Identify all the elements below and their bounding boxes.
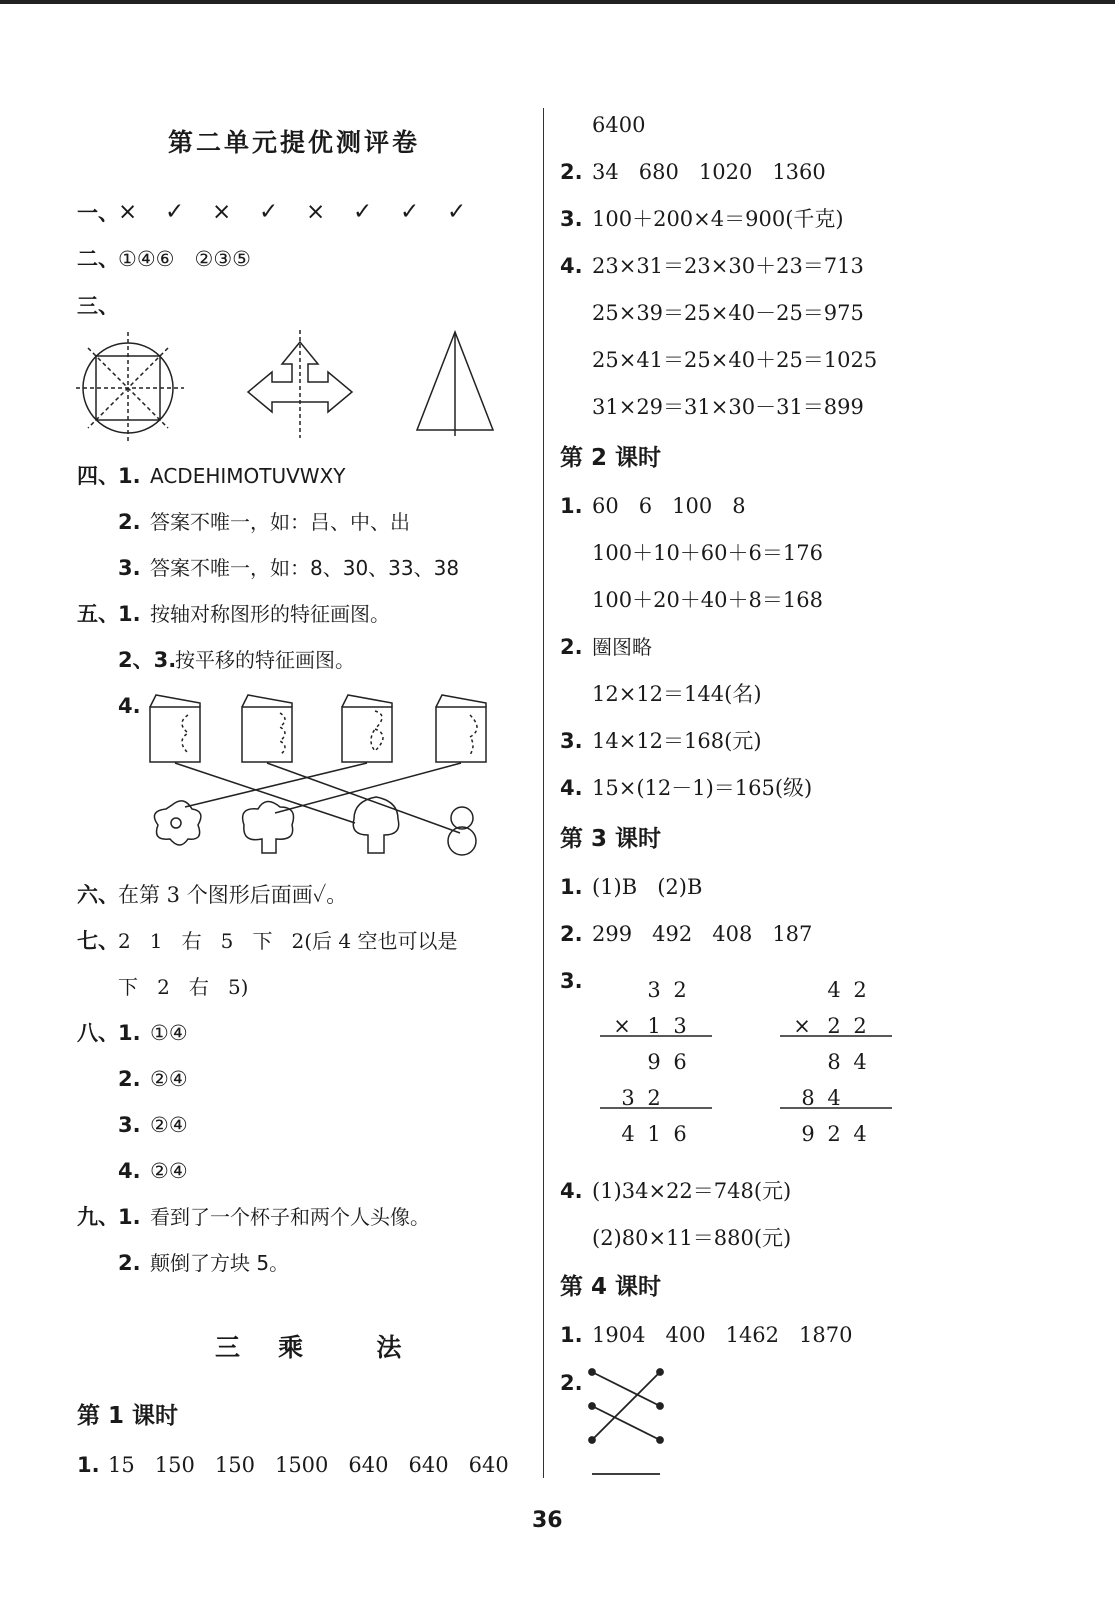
calc-a-digit: 4	[621, 1122, 635, 1146]
calc-b-digit: 8	[827, 1050, 841, 1074]
top-border	[0, 0, 1115, 4]
fold-matching-figure	[140, 695, 510, 880]
q4-3-answer: 答案不唯一，如：8、30、33、38	[150, 556, 460, 580]
r-q2-answer: 34 680 1020 1360	[592, 160, 826, 184]
lesson3-q4-answer: (1)34×22＝748(元)	[592, 1179, 792, 1203]
r-q4-num: 4.	[560, 254, 583, 278]
lesson2-q2-answer: 圈图略	[592, 635, 652, 659]
q4-1-num: 1.	[118, 464, 141, 488]
calc-b-operator: ×	[793, 1014, 811, 1038]
lesson2-q2-num: 2.	[560, 635, 583, 659]
calc-a-digit: 3	[647, 978, 661, 1002]
calc-b-digit: 2	[853, 1014, 867, 1038]
lesson2-q1-answer: 60 6 100 8	[592, 494, 746, 518]
r-q4-line2: 25×39＝25×40－25＝975	[592, 301, 864, 325]
q7-answer-line2: 下 2 右 5)	[118, 975, 249, 999]
calc-a-digit: 1	[647, 1014, 661, 1038]
lesson1-title: 第 1 课时	[77, 1403, 179, 1429]
lesson3-q1-answer: (1)B (2)B	[592, 875, 703, 899]
q6-label: 六、	[77, 883, 119, 907]
calc-a-digit: 3	[621, 1086, 635, 1110]
q8-1-num: 1.	[118, 1021, 141, 1045]
q9-2-num: 2.	[118, 1251, 141, 1275]
q3-label: 三、	[77, 294, 119, 318]
q1-mark-2: ✓	[165, 199, 185, 225]
q5-23-num: 2、3.	[118, 648, 177, 672]
q9-label: 九、	[77, 1205, 119, 1229]
lesson1-q1-num: 1.	[77, 1453, 100, 1477]
q1-mark-8: ✓	[447, 199, 467, 225]
lesson2-q2-line2: 12×12＝144(名)	[592, 682, 762, 706]
q5-1-answer: 按轴对称图形的特征画图。	[150, 602, 390, 626]
q5-label: 五、	[77, 602, 119, 626]
calc-b-digit: 4	[827, 978, 841, 1002]
symmetry-figures	[70, 330, 510, 450]
q4-2-num: 2.	[118, 510, 141, 534]
q8-label: 八、	[77, 1021, 119, 1045]
lesson3-title: 第 3 课时	[560, 826, 662, 852]
calc-b-digit: 8	[801, 1086, 815, 1110]
calc-a-digit: 2	[673, 978, 687, 1002]
calc-a-digit: 3	[673, 1014, 687, 1038]
q4-2-answer: 答案不唯一，如：吕、中、出	[150, 510, 410, 534]
q5-23-answer: 按平移的特征画图。	[175, 648, 355, 672]
lesson2-q1-line3: 100＋20＋40＋8＝168	[592, 588, 823, 612]
q8-2-num: 2.	[118, 1067, 141, 1091]
r-q2-num: 2.	[560, 160, 583, 184]
calc-a-digit: 6	[673, 1050, 687, 1074]
q1-mark-7: ✓	[400, 199, 420, 225]
q5-4-num: 4.	[118, 694, 141, 718]
lesson3-q1-num: 1.	[560, 875, 583, 899]
r-q3-answer: 100＋200×4＝900(千克)	[592, 207, 844, 231]
q2-label: 二、	[77, 247, 119, 271]
q1-mark-3: ×	[212, 199, 232, 225]
calc-a-digit: 2	[647, 1086, 661, 1110]
q7-label: 七、	[77, 929, 119, 953]
calc-b-digit: 2	[827, 1122, 841, 1146]
q8-4-num: 4.	[118, 1159, 141, 1183]
r-q4-line4: 31×29＝31×30－31＝899	[592, 395, 864, 419]
lesson4-q1-num: 1.	[560, 1323, 583, 1347]
matching-lines-figure	[586, 1364, 676, 1474]
lesson3-q3-num: 3.	[560, 969, 583, 993]
q1-mark-4: ✓	[259, 199, 279, 225]
lesson2-q1-line2: 100＋10＋60＋6＝176	[592, 541, 823, 565]
r-q4-line3: 25×41＝25×40＋25＝1025	[592, 348, 878, 372]
lesson3-q4-num: 4.	[560, 1179, 583, 1203]
unit-title: 三 乘 法	[215, 1333, 405, 1362]
page-number: 36	[532, 1508, 563, 1533]
calc-b-digit: 2	[853, 978, 867, 1002]
lesson2-q3-num: 3.	[560, 729, 583, 753]
r-q1-continued: 6400	[592, 113, 646, 137]
q8-3-num: 3.	[118, 1113, 141, 1137]
q9-1-num: 1.	[118, 1205, 141, 1229]
q4-label: 四、	[77, 464, 119, 488]
lesson4-title: 第 4 课时	[560, 1274, 662, 1300]
calc-a-lines	[600, 1036, 720, 1116]
q4-1-answer: ACDEHIMOTUVWXY	[150, 464, 346, 488]
q1-mark-6: ✓	[353, 199, 373, 225]
q8-2-answer: ②④	[150, 1067, 188, 1091]
calc-a-digit: 9	[647, 1050, 661, 1074]
lesson2-q4-num: 4.	[560, 776, 583, 800]
lesson2-q3-answer: 14×12＝168(元)	[592, 729, 762, 753]
calc-a-digit: 6	[673, 1122, 687, 1146]
calc-b-digit: 4	[853, 1122, 867, 1146]
q9-1-answer: 看到了一个杯子和两个人头像。	[150, 1205, 430, 1229]
r-q4-line1: 23×31＝23×30＋23＝713	[592, 254, 864, 278]
q1-mark-1: ×	[118, 199, 138, 225]
calc-b-lines	[780, 1036, 900, 1116]
q1-mark-5: ×	[306, 199, 326, 225]
lesson3-q2-answer: 299 492 408 187	[592, 922, 813, 946]
calc-b-digit: 4	[827, 1086, 841, 1110]
lesson2-q1-num: 1.	[560, 494, 583, 518]
q8-4-answer: ②④	[150, 1159, 188, 1183]
q8-1-answer: ①④	[150, 1021, 188, 1045]
r-q3-num: 3.	[560, 207, 583, 231]
calc-b-digit: 9	[801, 1122, 815, 1146]
lesson4-q2-num: 2.	[560, 1371, 583, 1395]
column-divider	[543, 108, 544, 1478]
lesson2-q4-answer: 15×(12－1)＝165(级)	[592, 776, 813, 800]
lesson3-q2-num: 2.	[560, 922, 583, 946]
q6-answer: 在第 3 个图形后面画✓。	[118, 883, 348, 907]
lesson2-title: 第 2 课时	[560, 445, 662, 471]
section-title: 第二单元提优测评卷	[168, 128, 421, 157]
q9-2-answer: 颠倒了方块 5。	[150, 1251, 290, 1275]
q5-1-num: 1.	[118, 602, 141, 626]
lesson3-q4-line2: (2)80×11＝880(元)	[592, 1226, 792, 1250]
calc-b-digit: 4	[853, 1050, 867, 1074]
calc-b-digit: 2	[827, 1014, 841, 1038]
lesson1-q1-answer: 15 150 150 1500 640 640 640	[108, 1453, 509, 1477]
q4-3-num: 3.	[118, 556, 141, 580]
q8-3-answer: ②④	[150, 1113, 188, 1137]
calc-a-digit: 1	[647, 1122, 661, 1146]
calc-a-operator: ×	[613, 1014, 631, 1038]
q7-answer-line1: 2 1 右 5 下 2(后 4 空也可以是	[118, 929, 458, 953]
lesson4-q1-answer: 1904 400 1462 1870	[592, 1323, 853, 1347]
q1-label: 一、	[77, 201, 119, 225]
q2-answer: ①④⑥ ②③⑤	[118, 247, 251, 271]
